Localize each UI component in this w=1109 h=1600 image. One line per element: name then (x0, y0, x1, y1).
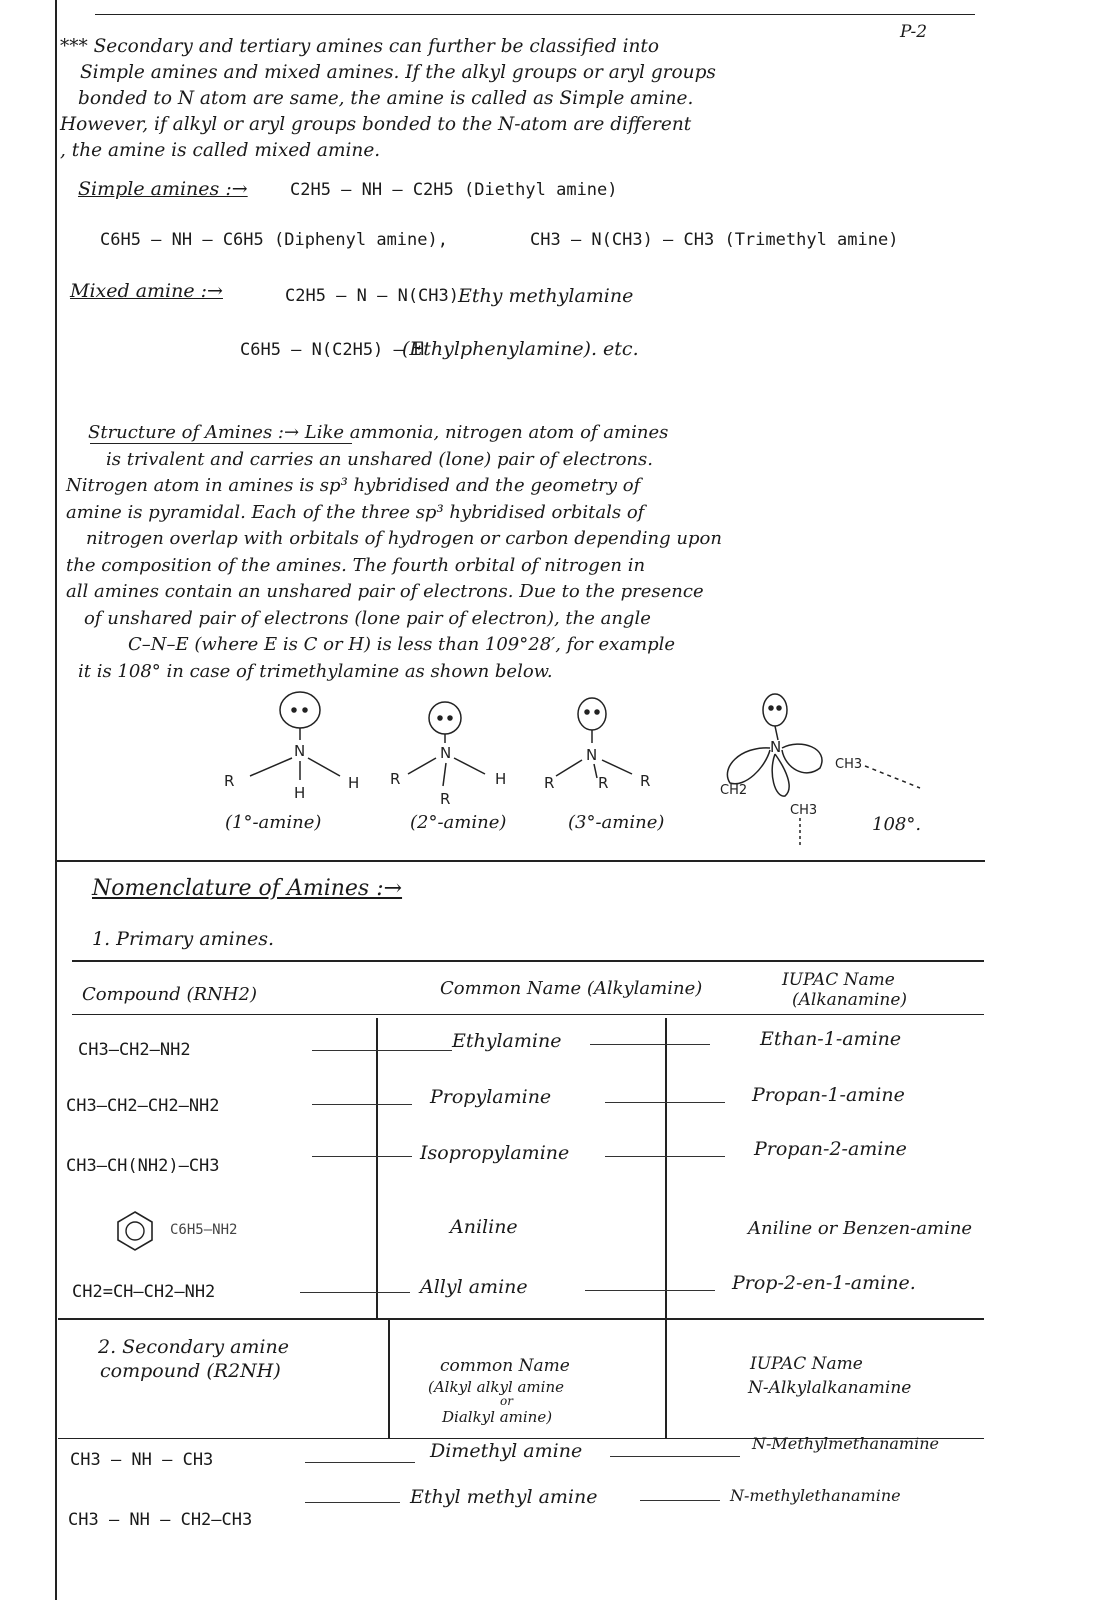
simple-amine-example-3: CH3 – N(CH3) – CH3 (Trimethyl amine) (530, 230, 899, 250)
secondary-amine-structure (390, 702, 506, 808)
primary-amine-structure (224, 692, 359, 802)
left-margin-line (55, 0, 57, 1600)
primary-row-2-dash (312, 1104, 412, 1105)
intro-line-5: , the amine is called mixed amine. (60, 140, 381, 161)
svg-text:CH3: CH3 (835, 757, 863, 772)
secondary-table-top-rule (58, 1318, 984, 1320)
primary-row-4-common: Aniline (450, 1216, 518, 1238)
nomenclature-title: Nomenclature of Amines :→ (92, 876, 403, 901)
simple-amines-label: Simple amines :→ (78, 178, 248, 200)
structure-line-3: Nitrogen atom in amines is sp³ hybridised and the geometry of (66, 475, 641, 496)
secondary-row-1-iupac: N-Methylmethanamine (752, 1434, 939, 1453)
page-number: P-2 (900, 22, 928, 42)
secondary-row-1-compound: CH3 – NH – CH3 (70, 1450, 214, 1470)
primary-row-2-compound: CH3–CH2–CH2–NH2 (66, 1096, 220, 1116)
secondary-col-divider-2 (665, 1318, 667, 1438)
primary-amines-heading: 1. Primary amines. (92, 928, 275, 950)
svg-text:R: R (598, 774, 609, 792)
simple-amine-example-2: C6H5 – NH – C6H5 (Diphenyl amine), (100, 230, 448, 250)
svg-text:R: R (390, 770, 401, 788)
secondary-heading: 2. Secondary amine (98, 1336, 289, 1358)
section-divider (55, 860, 985, 862)
structure-line-5: nitrogen overlap with orbitals of hydrogen or carbon depending upon (86, 528, 722, 549)
intro-line-4: However, if alkyl or aryl groups bonded to the N-atom are different (60, 114, 692, 135)
intro-line-3: bonded to N atom are same, the amine is called as Simple amine. (78, 88, 694, 109)
svg-text:R: R (224, 772, 235, 790)
primary-row-1-dash-2 (590, 1044, 710, 1045)
primary-col-divider-1 (376, 1018, 378, 1318)
primary-row-3-compound: CH3–CH(NH2)–CH3 (66, 1156, 220, 1176)
mixed-amine-example-1: C2H5 – N – N(CH3) (285, 286, 459, 306)
secondary-col-compound: compound (R2NH) (100, 1360, 281, 1382)
mixed-amine-example-2: C6H5 – N(C2H5) – H (240, 340, 425, 360)
primary-row-3-iupac: Propan-2-amine (754, 1138, 907, 1160)
secondary-col-divider-1 (388, 1318, 390, 1438)
label-primary-amine: (1°-amine) (225, 812, 322, 833)
primary-row-4-compound: C6H5–NH2 (170, 1222, 238, 1238)
primary-row-2-iupac: Propan-1-amine (752, 1084, 905, 1106)
svg-text:N: N (440, 744, 452, 762)
secondary-row-2-dash (305, 1502, 400, 1503)
svg-text:H: H (495, 770, 507, 788)
primary-col-iupac: IUPAC Name (782, 970, 895, 990)
secondary-col-common-sub1: (Alkyl alkyl amine (428, 1378, 564, 1396)
primary-row-1-dash (312, 1050, 452, 1051)
primary-row-5-dash (300, 1292, 410, 1293)
secondary-row-2-iupac: N-methylethanamine (730, 1486, 901, 1505)
structure-line-6: the composition of the amines. The fourth orbital of nitrogen in (66, 554, 646, 576)
secondary-col-common-or: or (500, 1394, 513, 1408)
secondary-row-2-dash-2 (640, 1500, 720, 1501)
primary-row-3-dash-2 (605, 1156, 725, 1157)
primary-row-1-compound: CH3–CH2–NH2 (78, 1040, 191, 1060)
svg-text:N: N (586, 746, 598, 764)
primary-table-top-rule (72, 960, 984, 962)
svg-text:CH3: CH3 (790, 803, 818, 818)
mixed-amine-label: Mixed amine :→ (70, 280, 223, 302)
structure-line-1: Structure of Amines :→ Like ammonia, nitrogen atom of amines (88, 422, 669, 443)
primary-col-common: Common Name (Alkylamine) (440, 978, 703, 999)
svg-text:CH2: CH2 (720, 783, 748, 798)
primary-row-3-common: Isopropylamine (420, 1142, 570, 1164)
simple-amine-example-1: C2H5 – NH – C2H5 (Diethyl amine) (290, 180, 618, 200)
structure-line-7: all amines contain an unshared pair of electrons. Due to the presence (66, 581, 704, 602)
secondary-row-1-dash (305, 1462, 415, 1463)
svg-text:R: R (440, 790, 451, 808)
secondary-row-1-dash-2 (610, 1456, 740, 1457)
mixed-amine-example-2-name: (Ethylphenylamine). etc. (402, 338, 639, 360)
intro-line-2: Simple amines and mixed amines. If the alkyl groups or aryl groups (80, 62, 716, 83)
intro-paragraph (60, 34, 716, 164)
label-tertiary-amine: (3°-amine) (568, 812, 665, 833)
primary-row-3-dash (312, 1156, 412, 1157)
primary-col-iupac-sub: (Alkanamine) (792, 990, 908, 1010)
secondary-col-iupac: IUPAC Name (750, 1354, 863, 1374)
tertiary-amine-structure (544, 698, 650, 792)
primary-row-5-dash-2 (585, 1290, 715, 1291)
svg-text:R: R (640, 772, 651, 790)
svg-text:H: H (348, 774, 360, 792)
primary-col-divider-2 (665, 1018, 667, 1318)
secondary-col-iupac-sub: N-Alkylalkanamine (748, 1378, 912, 1398)
svg-text:N: N (294, 742, 306, 760)
secondary-col-common: common Name (440, 1356, 570, 1376)
primary-row-4-iupac: Aniline or Benzen-amine (748, 1218, 973, 1239)
svg-text:H: H (294, 784, 306, 802)
structure-line-4: amine is pyramidal. Each of the three sp³ hybridised orbitals of (66, 501, 645, 523)
primary-col-compound: Compound (RNH2) (82, 984, 257, 1005)
top-rule (95, 14, 975, 15)
structure-line-9: C–N–E (where E is C or H) is less than 109°28′, for example (128, 634, 676, 655)
mixed-amine-example-1-name: Ethy methylamine (458, 285, 634, 307)
primary-row-1-iupac: Ethan-1-amine (760, 1028, 902, 1050)
primary-row-5-common: Allyl amine (420, 1276, 528, 1298)
primary-header-rule (72, 1014, 984, 1015)
secondary-row-1-common: Dimethyl amine (430, 1440, 583, 1462)
svg-text:N: N (770, 738, 782, 756)
secondary-row-2-compound: CH3 – NH – CH2–CH3 (68, 1510, 253, 1530)
benzene-ring-icon (112, 1208, 158, 1254)
structure-line-8: of unshared pair of electrons (lone pair of electron), the angle (84, 607, 651, 629)
primary-row-2-dash-2 (605, 1102, 725, 1103)
structure-paragraph (66, 420, 722, 685)
structure-line-10: it is 108° in case of trimethylamine as shown below. (78, 660, 553, 682)
intro-line-1: *** Secondary and tertiary amines can further be classified into (60, 36, 660, 57)
secondary-row-2-common: Ethyl methyl amine (410, 1486, 598, 1508)
primary-row-1-common: Ethylamine (452, 1030, 562, 1052)
primary-row-2-common: Propylamine (430, 1086, 552, 1108)
secondary-col-common-sub2: Dialkyl amine) (442, 1408, 553, 1426)
svg-text:R: R (544, 774, 555, 792)
primary-row-5-iupac: Prop-2-en-1-amine. (732, 1272, 916, 1294)
label-bond-angle: 108°. (872, 814, 922, 835)
structure-heading-underline (90, 443, 352, 444)
label-secondary-amine: (2°-amine) (410, 812, 507, 833)
primary-row-5-compound: CH2=CH–CH2–NH2 (72, 1282, 216, 1302)
structure-line-2: is trivalent and carries an unshared (lone) pair of electrons. (106, 448, 653, 470)
